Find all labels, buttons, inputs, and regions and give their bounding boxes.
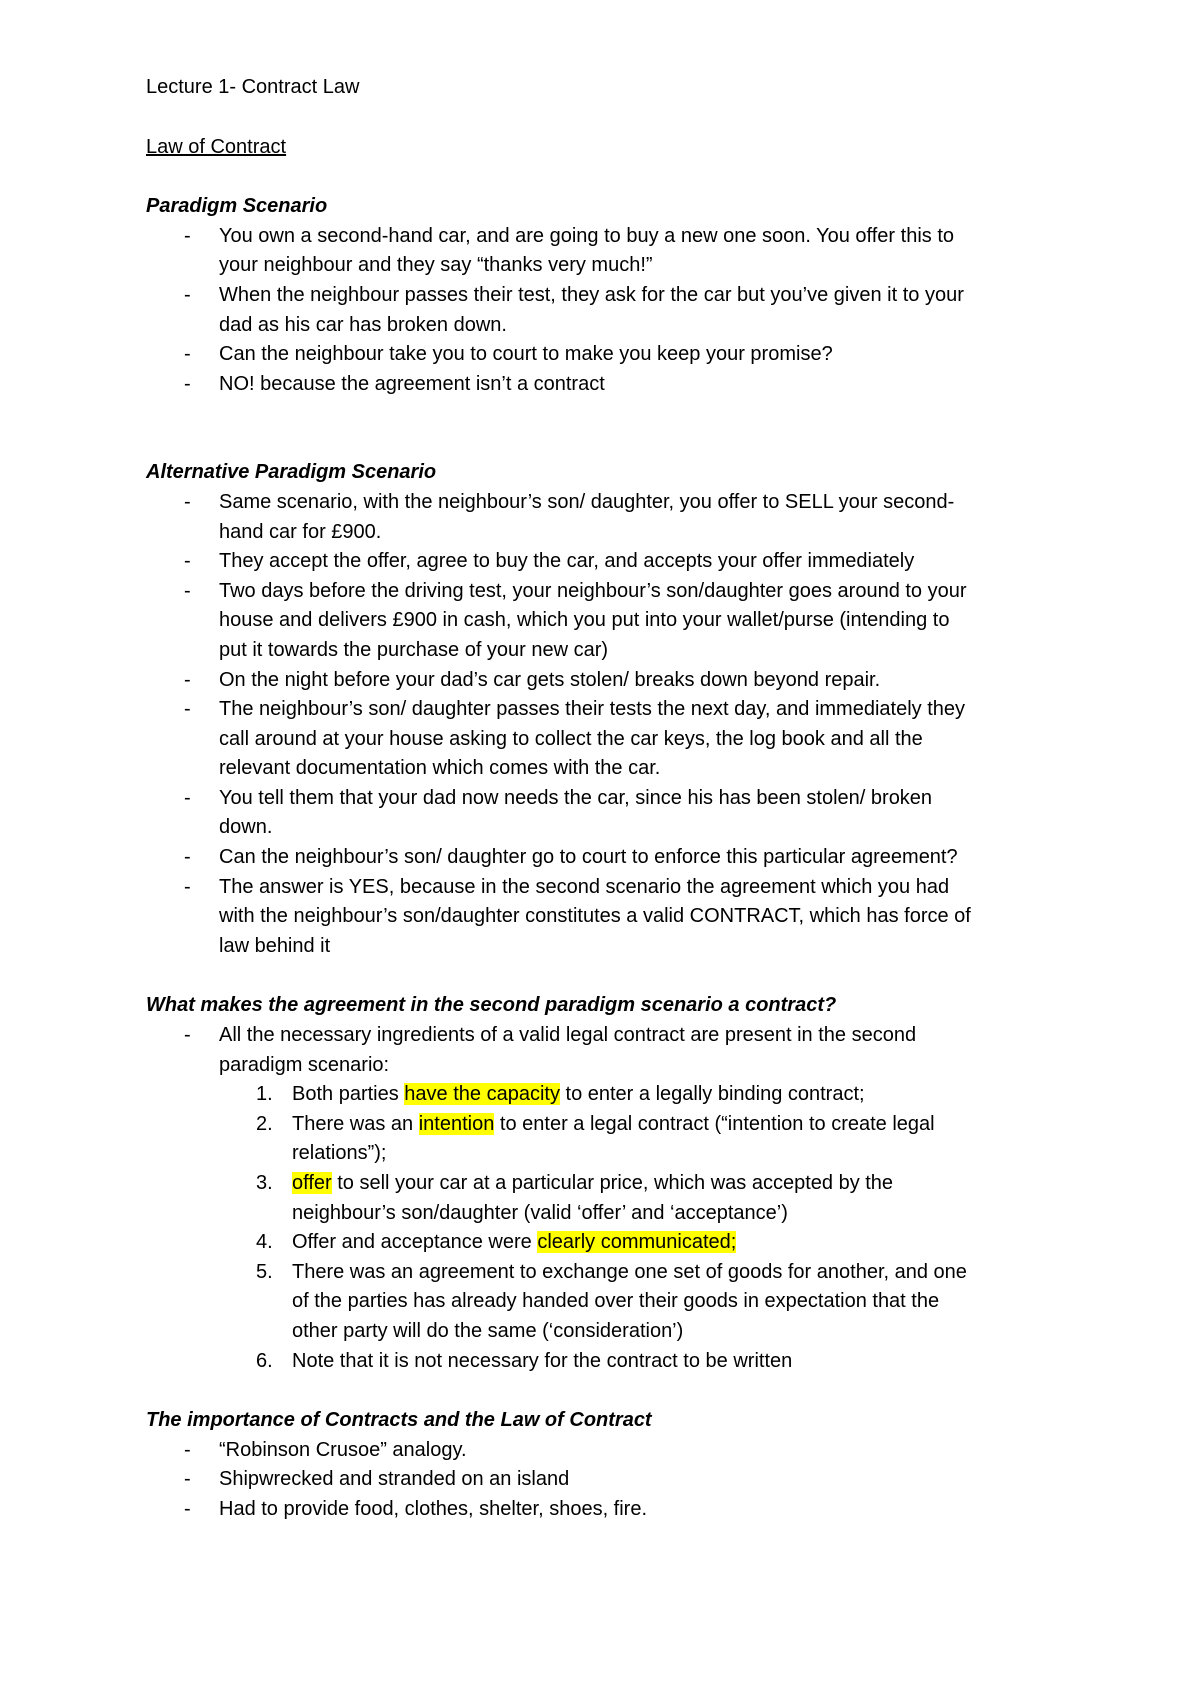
section3-list — [146, 1021, 1086, 1080]
list-item: - Two days before the driving test, your neighbour’s son/daughter goes around to your house and delivers £900 in cash, which you put into your wallet/purse (intending to put it towards the purchase of your new car) — [146, 577, 1086, 666]
section4-list — [146, 1436, 1086, 1525]
list-item: - “Robinson Crusoe” analogy. — [146, 1436, 1086, 1466]
list-item: - Had to provide food, clothes, shelter, shoes, fire. — [146, 1495, 1086, 1525]
list-item: - Same scenario, with the neighbour’s son/ daughter, you offer to SELL your second- hand car for £900. — [146, 488, 1086, 547]
list-item: - You tell them that your dad now needs the car, since his has been stolen/ broken down. — [146, 784, 1086, 843]
list-item: - When the neighbour passes their test, they ask for the car but you’ve given it to your dad as his car has broken down. — [146, 281, 1086, 340]
list-item: - The answer is YES, because in the second scenario the agreement which you had with the neighbour’s son/daughter constitutes a valid CONTRACT, which has force of law behind it — [146, 873, 1086, 962]
list-item: - On the night before your dad’s car gets stolen/ breaks down beyond repair. — [146, 666, 1086, 696]
list-item: - Can the neighbour take you to court to make you keep your promise? — [146, 340, 1086, 370]
list-item: - Can the neighbour’s son/ daughter go to court to enforce this particular agreement? — [146, 843, 1086, 873]
list-item: - NO! because the agreement isn’t a contract — [146, 370, 1086, 400]
main-heading: Law of Contract — [146, 135, 287, 158]
ingredients-list — [146, 1080, 1086, 1376]
section2-list — [146, 488, 1086, 962]
list-item: - They accept the offer, agree to buy the car, and accepts your offer immediately — [146, 547, 1086, 577]
highlight: have the capacity — [404, 1083, 560, 1106]
numbered-item: 6. Note that it is not necessary for the contract to be written — [256, 1349, 793, 1372]
numbered-item: 4. Offer and acceptance were clearly communicated; — [256, 1231, 737, 1254]
numbered-item: 3. offer to sell your car at a particular price, which was accepted by the neighbour’s son/daughter (valid ‘offer’ and ‘acceptance’) — [256, 1172, 894, 1224]
list-item: - All the necessary ingredients of a valid legal contract are present in the second paradigm scenario: — [146, 1021, 1086, 1080]
section-title-what-makes-contract: What makes the agreement in the second paradigm scenario a contract? — [146, 994, 837, 1017]
section-title-alternative-paradigm: Alternative Paradigm Scenario — [146, 461, 437, 484]
highlight: clearly communicated; — [537, 1231, 737, 1254]
highlight: offer — [292, 1172, 332, 1194]
list-item: - The neighbour’s son/ daughter passes their tests the next day, and immediately they call around at your house asking to collect the car keys, the log book and all the relevant documentation which comes with the car. — [146, 695, 1086, 784]
list-item: - Shipwrecked and stranded on an island — [146, 1465, 1086, 1495]
document-page — [146, 73, 1086, 1525]
numbered-item: 5. There was an agreement to exchange one set of goods for another, and one of the parties has already handed over their goods in expectation that the other party will do the same (‘consideration’) — [256, 1260, 967, 1342]
highlight: intention — [418, 1112, 495, 1135]
numbered-item: 2. There was an intention to enter a legal contract (“intention to create legal relations”); — [256, 1112, 935, 1165]
section-title-importance: The importance of Contracts and the Law of Contract — [146, 1409, 652, 1432]
list-item: - You own a second-hand car, and are going to buy a new one soon. You offer this to your neighbour and they say “thanks very much!” — [146, 222, 1086, 281]
document-title: Lecture 1- Contract Law — [146, 76, 360, 98]
numbered-item: 1. Both parties have the capacity to enter a legally binding contract; — [256, 1083, 865, 1106]
section-title-paradigm-scenario: Paradigm Scenario — [146, 195, 328, 218]
section1-list — [146, 222, 1086, 400]
